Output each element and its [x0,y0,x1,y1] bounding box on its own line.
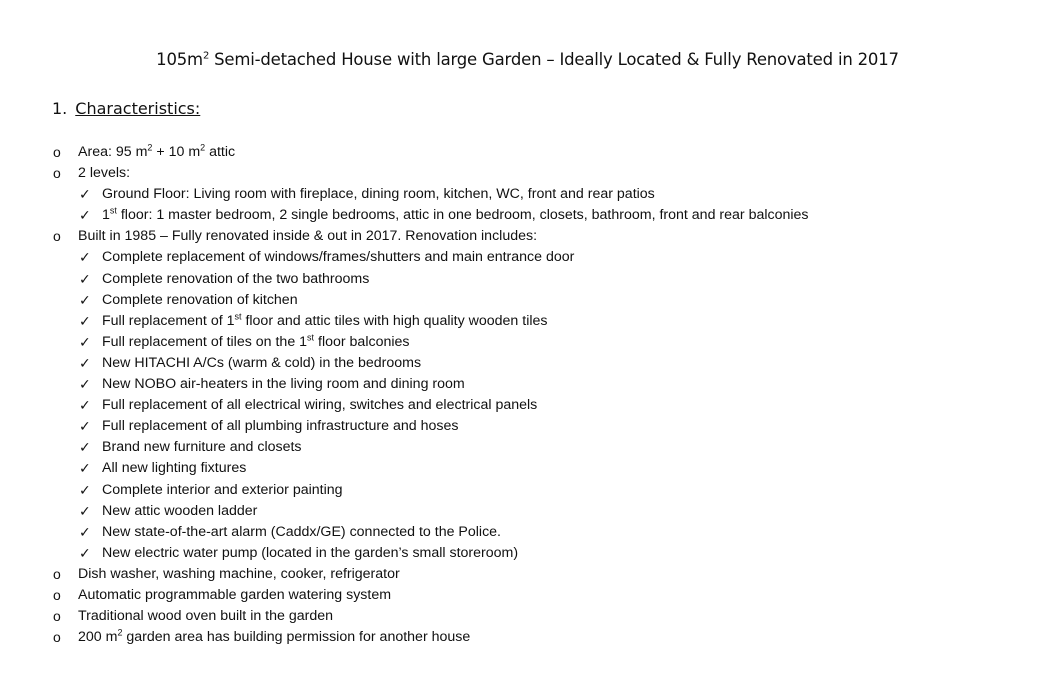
sub-list-item [0,184,1055,205]
circle-bullet-icon: o [53,629,61,646]
list-item [0,585,1055,606]
sub-list-item [0,247,1055,268]
circle-bullet-icon: o [53,144,61,160]
document-title [0,50,1055,69]
circle-bullet-icon: o [53,608,61,625]
sub-list-item [0,543,1055,564]
checkmark-icon: ✓ [79,502,91,519]
item-text: All new lighting fixtures [102,460,247,477]
item-text: New HITACHI A/Cs (warm & cold) in the bedrooms [102,354,422,371]
section-title: Characteristics: [75,99,201,118]
item-superscript: st [109,205,117,216]
section-number: 1. [52,99,68,118]
title-text-rest: Semi-detached House with large Garden – Ideally Located & Fully Renovated in 2017 [209,50,899,69]
checkmark-icon: ✓ [79,354,91,371]
item-text: floor balconies [314,333,410,350]
item-text: 200 m [78,629,118,646]
sub-list-item [0,311,1055,332]
list-item [0,627,1055,648]
item-text: Dish washer, washing machine, cooker, refrigerator [78,565,400,582]
item-text: New electric water pump (located in the garden’s small storeroom) [102,544,519,561]
item-text: Built in 1985 – Fully renovated inside & out in 2017. Renovation includes: [78,228,538,245]
checkmark-icon: ✓ [79,544,91,561]
item-text: Complete renovation of the two bathrooms [102,270,370,287]
item-text: New state-of-the-art alarm (Caddx/GE) connected to the Police. [102,523,502,540]
item-superscript: 2 [117,627,123,638]
checkmark-icon: ✓ [79,186,91,203]
item-text: New NOBO air-heaters in the living room and dining room [102,376,465,393]
sub-list-item [0,374,1055,395]
checkmark-icon: ✓ [79,523,91,540]
circle-bullet-icon: o [53,565,61,582]
sub-list-item [0,395,1055,416]
checkmark-icon: ✓ [79,333,91,350]
title-text: 105m [156,50,203,69]
checkmark-icon: ✓ [79,397,91,414]
characteristics-list [0,142,1055,648]
item-text: Complete replacement of windows/frames/shutters and main entrance door [102,249,575,266]
circle-bullet-icon: o [53,228,61,245]
item-text: 1 [102,207,110,224]
item-text: + 10 m [152,144,201,160]
checkmark-icon: ✓ [79,481,91,498]
item-text: Full replacement of all electrical wiring, switches and electrical panels [102,397,538,414]
sub-list-item [0,290,1055,311]
checkmark-icon: ✓ [79,418,91,435]
item-text: Complete renovation of kitchen [102,291,298,308]
checkmark-icon: ✓ [79,460,91,477]
sub-list-item [0,522,1055,543]
circle-bullet-icon: o [53,586,61,603]
checkmark-icon: ✓ [79,439,91,456]
item-text: Full replacement of tiles on the 1 [102,333,308,350]
list-item [0,564,1055,585]
item-text: Area: 95 m [78,144,148,160]
checkmark-icon: ✓ [79,249,91,266]
item-text: Full replacement of all plumbing infrastructure and hoses [102,418,459,435]
list-item [0,163,1055,184]
item-text: floor: 1 master bedroom, 2 single bedrooms, attic in one bedroom, closets, bathroom, front and rear balconies [116,207,809,224]
list-item [0,606,1055,627]
item-text: Ground Floor: Living room with fireplace, dining room, kitchen, WC, front and rear patios [102,186,655,203]
sub-list-item [0,269,1055,290]
checkmark-icon: ✓ [79,207,91,224]
checkmark-icon: ✓ [79,270,91,287]
section-heading [52,99,200,118]
item-text: Traditional wood oven built in the garden [78,608,334,625]
checkmark-icon: ✓ [79,376,91,393]
sub-list-item [0,458,1055,479]
checkmark-icon: ✓ [79,291,91,308]
item-text: Complete interior and exterior painting [102,481,343,498]
item-superscript: 2 [200,142,206,153]
item-text: garden area has building permission for another house [122,629,471,646]
item-text: attic [205,144,236,160]
sub-list-item [0,437,1055,458]
list-item [0,142,1055,163]
item-text: 2 levels: [78,165,131,182]
sub-list-item [0,501,1055,522]
item-text: Automatic programmable garden watering system [78,586,392,603]
item-superscript: st [307,332,315,343]
checkmark-icon: ✓ [79,312,91,329]
sub-list-item [0,416,1055,437]
sub-list-item [0,205,1055,226]
item-text: Brand new furniture and closets [102,439,302,456]
circle-bullet-icon: o [53,165,61,182]
item-text: New attic wooden ladder [102,502,258,519]
sub-list-item [0,480,1055,501]
title-superscript: 2 [202,50,210,62]
list-item [0,226,1055,247]
sub-list-item [0,353,1055,374]
item-superscript: 2 [147,142,153,153]
item-text: floor and attic tiles with high quality wooden tiles [241,312,548,329]
sub-list-item [0,332,1055,353]
item-text: Full replacement of 1 [102,312,235,329]
item-superscript: st [234,311,242,322]
